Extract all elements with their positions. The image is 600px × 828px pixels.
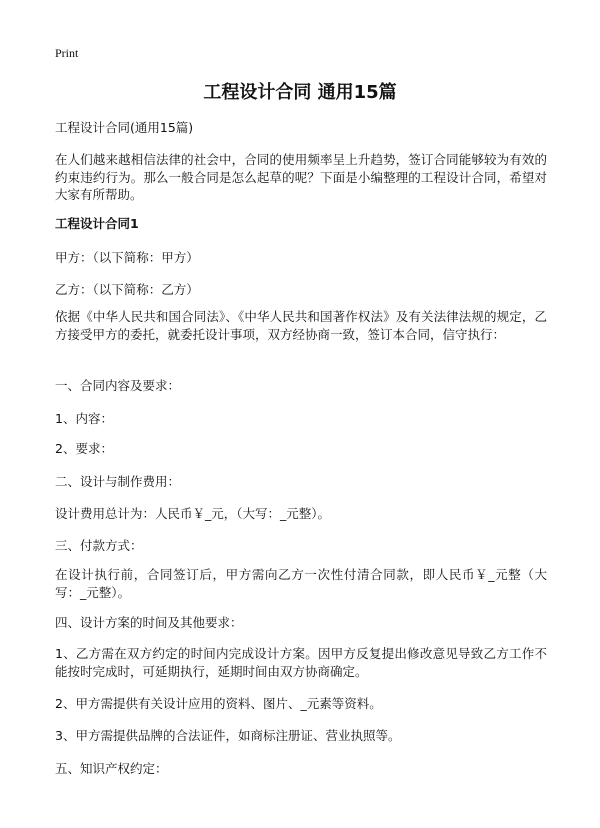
clause-4-heading: 四、设计方案的时间及其他要求： [55, 615, 243, 630]
clause-1-requirements: 2、要求： [55, 441, 113, 456]
party-b-line: 乙方：（以下简称：乙方） [55, 282, 199, 297]
clause-5-heading: 五、知识产权约定： [55, 761, 168, 776]
clause-4-item-1: 1、乙方需在双方约定的时间内完成设计方案。因甲方反复提出修改意见导致乙方工作不能按时完成时，可延期执行，延期时间由双方协商确定。 [55, 646, 547, 679]
clause-1-content: 1、内容： [55, 411, 113, 426]
clause-2-heading: 二、设计与制作费用： [55, 474, 181, 489]
clause-4-item-2: 2、甲方需提供有关设计应用的资料、图片、_元素等资料。 [55, 696, 382, 711]
clause-3-heading: 三、付款方式： [55, 538, 143, 553]
fee-total-line: 设计费用总计为：人民币￥_元，（大写：_元整）。 [55, 506, 331, 521]
party-a-line: 甲方：（以下简称：甲方） [55, 250, 199, 265]
basis-paragraph: 依据《中华人民共和国合同法》、《中华人民共和国著作权法》及有关法律法规的规定，乙方接受甲方的委托，就委托设计事项，双方经协商一致，签订本合同，信守执行： [55, 309, 547, 342]
print-link[interactable]: Print [55, 46, 79, 60]
clause-4-item-3: 3、甲方需提供品牌的合法证件，如商标注册证、营业执照等。 [55, 728, 401, 743]
intro-paragraph: 在人们越来越相信法律的社会中，合同的使用频率呈上升趋势，签订合同能够较为有效的约束违约行为。那么一般合同是怎么起草的呢？下面是小编整理的工程设计合同，希望对大家有所帮助。 [55, 152, 547, 202]
page-title: 工程设计合同 通用15篇 [203, 82, 397, 103]
document-subtitle: 工程设计合同(通用15篇) [55, 120, 194, 135]
section-heading: 工程设计合同1 [55, 216, 139, 231]
payment-paragraph: 在设计执行前，合同签订后，甲方需向乙方一次性付清合同款，即人民币￥_元整（大写：_元整）。 [55, 567, 547, 600]
clause-1-heading: 一、合同内容及要求： [55, 378, 181, 393]
